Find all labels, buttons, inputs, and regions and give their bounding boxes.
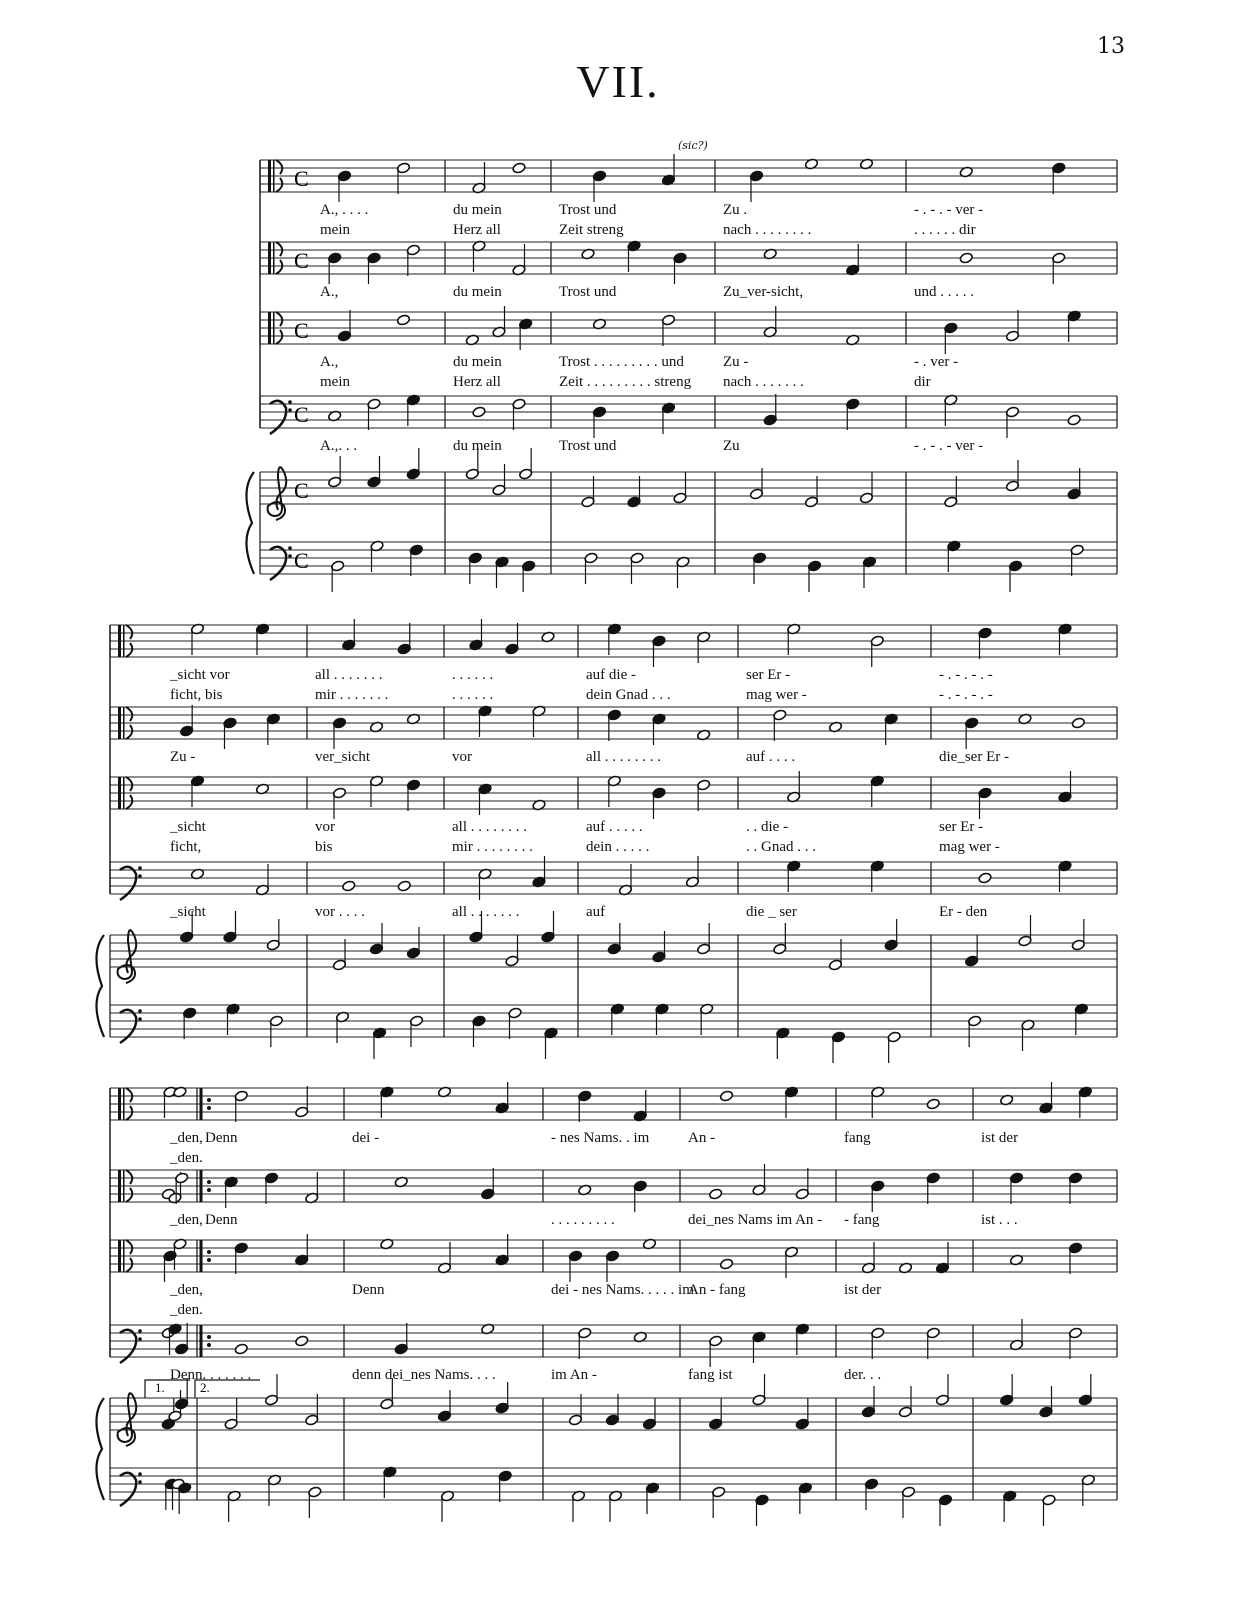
- system1-voice3-lyric: du mein: [453, 354, 502, 370]
- system3-voice3-lyric: ist der: [844, 1282, 882, 1298]
- system3-piano-bass-clef-dot: [138, 1480, 142, 1484]
- system1-voice4-time-signature: C: [294, 402, 309, 427]
- system1-voice3-lyric: nach . . . . . . .: [723, 374, 804, 390]
- system2-voice4-lyric: all . . . . . . .: [452, 904, 520, 920]
- system3-voice3-note: [719, 1258, 733, 1270]
- system3-voice2-lyric: Denn: [205, 1212, 238, 1228]
- system1-piano-bass-clef-dot: [288, 554, 292, 558]
- system1-voice3-lyric: Zeit . . . . . . . . . streng: [559, 374, 692, 390]
- system2-voice1-lyric: - . - . - . -: [939, 687, 993, 703]
- system2-voice1-lyric: dein Gnad . . .: [586, 687, 671, 703]
- system2-voice4-note: [397, 880, 411, 892]
- system2-piano-bass-clef: [120, 1010, 136, 1043]
- system3-voice2-note: [709, 1188, 723, 1200]
- system3-voice4-note: [234, 1343, 248, 1355]
- system2-voice1-lyric: all . . . . . . .: [315, 667, 383, 683]
- system3-voice1-lyric: _den,: [170, 1130, 203, 1146]
- system3-voice4-bass-clef: [120, 1330, 136, 1363]
- system1-voice3-lyric: dir: [914, 374, 931, 390]
- system2-voice2-lyric: vor: [452, 749, 472, 765]
- system2-voice1-lyric: mir . . . . . . .: [315, 687, 389, 703]
- system3-voice3-lyric: dei - nes Nams. . . . . im: [551, 1282, 694, 1298]
- system2-voice1-lyric: - . - . - . -: [939, 667, 993, 683]
- system2-voice3-lyric: vor: [315, 819, 335, 835]
- system2-voice4-bass-clef-dot: [138, 874, 142, 878]
- system2-piano-bass-clef-dot: [138, 1009, 142, 1013]
- system3-voice3-c-clef: [118, 1240, 121, 1272]
- system2-voice3-lyric: all . . . . . . . .: [452, 819, 527, 835]
- system2-voice1-lyric: ficht, bis: [170, 687, 223, 703]
- system2-voice4-lyric: auf: [586, 904, 606, 920]
- system3-voice2-c-clef: [123, 1170, 125, 1202]
- system2-voice3-lyric: . . Gnad . . .: [746, 839, 816, 855]
- system2-voice4-bass-clef-dot: [138, 866, 142, 870]
- system1-voice2-lyric: du mein: [453, 284, 502, 300]
- system3-voice4-lyric: der. . .: [844, 1367, 882, 1383]
- system2-voice2-lyric: auf . . . .: [746, 749, 796, 765]
- system1-voice4-bass-clef-dot: [288, 400, 292, 404]
- system2-voice1-lyric: _sicht vor: [170, 667, 230, 683]
- repeat-dot: [207, 1335, 211, 1339]
- system3-voice1-lyric: dei -: [352, 1130, 380, 1146]
- system1-treble-clef: [268, 467, 287, 520]
- system1-voice1-lyric: Zu .: [723, 202, 748, 218]
- system3-voice1-note: [719, 1090, 733, 1102]
- system2-voice3-lyric: ficht,: [170, 839, 202, 855]
- system1-voice4-bass-clef-dot: [288, 408, 292, 412]
- system1-voice4-bass-clef: [270, 401, 286, 434]
- repeat-dot: [207, 1258, 211, 1262]
- system3-piano-bass-clef: [120, 1473, 136, 1506]
- system1-voice1-c-clef: [268, 160, 271, 192]
- system1-voice4-lyric: A.,. . .: [320, 438, 358, 454]
- system2-voice1-c-clef: [118, 625, 121, 657]
- system2-voice3-lyric: . . die -: [746, 819, 789, 835]
- repeat-dot: [207, 1188, 211, 1192]
- system3-piano-bass-clef-dot: [138, 1472, 142, 1476]
- system1-voice4-lyric: - . - . - ver -: [914, 438, 984, 454]
- system3-voice4-lyric: denn dei_nes Nams. . . .: [352, 1367, 496, 1383]
- system2-voice2-lyric: all . . . . . . . .: [586, 749, 661, 765]
- system1-voice2-note: [959, 252, 973, 264]
- system3-voice1-note: [926, 1098, 940, 1110]
- system2-voice3-lyric: _sicht: [170, 819, 206, 835]
- system2-voice3-lyric: ser Er -: [939, 819, 984, 835]
- system1-voice2-lyric: Zu_ver-sicht,: [723, 284, 804, 300]
- system2-voice3-lyric: bis: [315, 839, 333, 855]
- repeat-dot: [207, 1250, 211, 1254]
- system2-voice1-c-clef: [123, 625, 125, 657]
- system2-voice1-lyric: . . . . . .: [452, 687, 494, 703]
- system2-voice2-c-clef: [123, 707, 125, 739]
- system1-voice2-lyric: Trost und: [559, 284, 617, 300]
- system1-voice1-note: [512, 162, 526, 174]
- system1-piano-brace: [246, 472, 254, 574]
- system2-voice1-lyric: . . . . . .: [452, 667, 494, 683]
- system1-voice3-lyric: Herz all: [453, 374, 501, 390]
- system1-voice4-note: [472, 406, 486, 418]
- system1-voice3-lyric: mein: [320, 374, 350, 390]
- piece-title: VII.: [576, 56, 660, 107]
- system3-voice2-lyric: dei_nes Nams im An -: [688, 1212, 823, 1228]
- system2-voice3-c-clef: [123, 777, 125, 809]
- system3-voice2-lyric: _den,: [170, 1212, 203, 1228]
- system2-voice4-bass-clef: [120, 867, 136, 900]
- repeat-dot: [207, 1106, 211, 1110]
- system1-voice2-time-signature: C: [294, 248, 309, 273]
- repeat-dot: [207, 1098, 211, 1102]
- system3-voice4-lyric: Denn. . . . . . .: [170, 1367, 252, 1383]
- system3-voice4-lyric: fang ist: [688, 1367, 733, 1383]
- system1-piano-bass-clef-dot: [288, 546, 292, 550]
- system2-voice3-lyric: mir . . . . . . . .: [452, 839, 533, 855]
- system2-piano-brace: [96, 935, 104, 1037]
- system3-voice1-lyric: - nes Nams. . im: [551, 1130, 650, 1146]
- volta-2-label: 2.: [200, 1380, 210, 1395]
- system1-voice1-c-clef: [273, 160, 275, 192]
- system1-voice1-lyric: Herz all: [453, 222, 501, 238]
- system2-piano-bass-clef-dot: [138, 1017, 142, 1021]
- system2-voice3-lyric: auf . . . . .: [586, 819, 643, 835]
- system1-voice1-lyric: nach . . . . . . . .: [723, 222, 812, 238]
- system1-voice2-c-clef: [268, 242, 271, 274]
- system3-voice1-lyric: ist der: [981, 1130, 1019, 1146]
- system1-piano-bass-clef: [270, 547, 286, 580]
- editorial-note: (sic?): [678, 139, 708, 152]
- system3-voice3-lyric: _den,: [170, 1282, 203, 1298]
- system1-voice4-lyric: Zu: [723, 438, 740, 454]
- system1-voice4-lyric: du mein: [453, 438, 502, 454]
- system3-voice4-lyric: im An -: [551, 1367, 597, 1383]
- system3-voice4-note: [295, 1335, 309, 1347]
- system2-voice2-note: [1071, 717, 1085, 729]
- system2-voice4-lyric: _sicht: [170, 904, 206, 920]
- system3-voice3-c-clef: [123, 1240, 125, 1272]
- system2-voice1-lyric: auf die -: [586, 667, 636, 683]
- system2-voice3-lyric: dein . . . . .: [586, 839, 650, 855]
- system1-voice1-time-signature: C: [294, 166, 309, 191]
- system2-voice2-c-clef: [118, 707, 121, 739]
- system1-piano-treble-time: C: [294, 478, 309, 503]
- system1-voice3-c-clef: [273, 312, 275, 344]
- system2-voice2-lyric: Zu -: [170, 749, 196, 765]
- system3-voice1-lyric: _den.: [170, 1150, 203, 1166]
- system2-voice3-c-clef: [118, 777, 121, 809]
- system3-treble-clef: [118, 1393, 137, 1446]
- system1-voice2-lyric: A.,: [320, 284, 339, 300]
- system1-piano-bass-time: C: [294, 548, 309, 573]
- system3-piano-brace: [96, 1398, 104, 1500]
- system3-voice3-lyric: An - fang: [688, 1282, 746, 1298]
- system1-voice4-note: [1067, 414, 1081, 426]
- system3-voice2-lyric: ist . . .: [981, 1212, 1018, 1228]
- system3-voice4-bass-clef-dot: [138, 1337, 142, 1341]
- system1-voice1-lyric: Zeit streng: [559, 222, 624, 238]
- system2-voice4-lyric: Er - den: [939, 904, 988, 920]
- page-number: 13: [1097, 34, 1125, 59]
- system1-voice3-lyric: Trost . . . . . . . . . und: [559, 354, 684, 370]
- system2-voice1-lyric: ser Er -: [746, 667, 791, 683]
- system1-voice3-lyric: - . ver -: [914, 354, 959, 370]
- system1-voice3-lyric: A.,: [320, 354, 339, 370]
- system3-voice3-lyric: _den.: [170, 1302, 203, 1318]
- system2-voice4-lyric: die _ ser: [746, 904, 797, 920]
- system2-voice1-lyric: mag wer -: [746, 687, 807, 703]
- system1-voice3-time-signature: C: [294, 318, 309, 343]
- system3-voice1-lyric: fang: [844, 1130, 871, 1146]
- system3-voice3-lyric: Denn: [352, 1282, 385, 1298]
- system1-voice2-lyric: und . . . . .: [914, 284, 974, 300]
- volta-1-label: 1.: [155, 1380, 165, 1395]
- system2-voice4-note: [978, 872, 992, 884]
- system2-voice4-lyric: vor . . . .: [315, 904, 365, 920]
- system3-voice1-c-clef: [123, 1088, 125, 1120]
- system1-voice3-c-clef: [268, 312, 271, 344]
- system2-voice3-lyric: mag wer -: [939, 839, 1000, 855]
- repeat-dot: [207, 1343, 211, 1347]
- system2-voice4-note: [342, 880, 356, 892]
- system2-voice2-lyric: ver_sicht: [315, 749, 370, 765]
- system1-voice3-note: [396, 314, 410, 326]
- system3-voice2-lyric: - fang: [844, 1212, 880, 1228]
- system1-voice1-lyric: mein: [320, 222, 350, 238]
- system1-voice1-lyric: du mein: [453, 202, 502, 218]
- system1-voice4-lyric: Trost und: [559, 438, 617, 454]
- system3-voice1-lyric: Denn: [205, 1130, 238, 1146]
- repeat-dot: [207, 1180, 211, 1184]
- system3-voice2-c-clef: [118, 1170, 121, 1202]
- system3-voice2-lyric: . . . . . . . . .: [551, 1212, 615, 1228]
- system3-voice1-c-clef: [118, 1088, 121, 1120]
- system2-treble-clef: [118, 930, 137, 983]
- system1-voice3-lyric: Zu -: [723, 354, 749, 370]
- system1-voice1-lyric: . . . . . . dir: [914, 222, 976, 238]
- system1-voice1-lyric: Trost und: [559, 202, 617, 218]
- system1-voice1-lyric: A., . . . .: [320, 202, 369, 218]
- system1-voice1-lyric: - . - . - ver -: [914, 202, 984, 218]
- system2-voice2-lyric: die_ser Er -: [939, 749, 1009, 765]
- system3-voice1-lyric: An -: [688, 1130, 716, 1146]
- system1-voice2-c-clef: [273, 242, 275, 274]
- system3-voice4-bass-clef-dot: [138, 1329, 142, 1333]
